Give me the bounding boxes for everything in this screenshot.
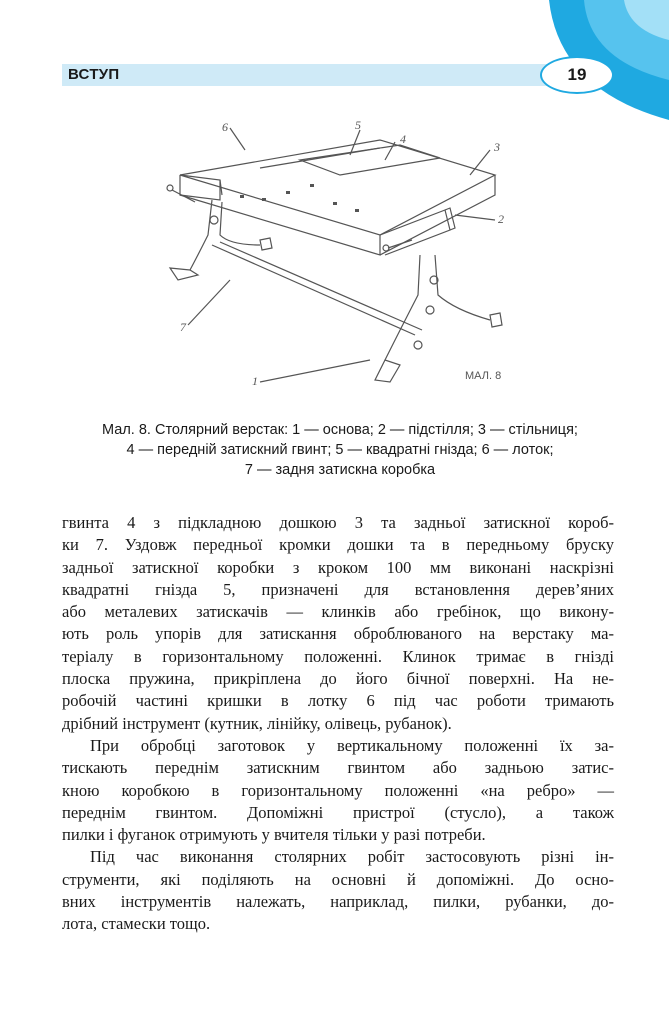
callout-6: 6 bbox=[222, 120, 228, 134]
figure-caption bbox=[60, 420, 620, 480]
text-line: струменти, які поділяють на основні й допоміжні. До осно- bbox=[62, 869, 614, 889]
caption-line: 7 — задня затискна коробка bbox=[244, 462, 436, 478]
text-line: задньої затискної коробки з кроком 100 мм виконані наскрізні bbox=[62, 557, 614, 577]
text-line: дрібний інструмент (кутник, лінійку, олівець, рубанок). bbox=[62, 713, 452, 733]
text-line: кною коробкою в горизонтальному положенні «на ребро» — bbox=[62, 780, 614, 800]
text-line: лота, стамески тощо. bbox=[62, 914, 211, 934]
text-line: теріалу в горизонтальному положенні. Клинок тримає в гнізді bbox=[62, 646, 614, 666]
text-line: ють роль упорів для затискання оброблюваного на верстаку ма- bbox=[62, 624, 614, 644]
callout-2: 2 bbox=[498, 212, 504, 226]
caption-line: Мал. 8. Столярний верстак: 1 — основа; 2 — підстілля; 3 — стільниця; bbox=[102, 422, 578, 438]
caption-line: 4 — передній затискний гвинт; 5 — квадратні гнізда; 6 — лоток; bbox=[126, 442, 554, 458]
text-line: ки 7. Уздовж передньої кромки дошки та в передньому бруску bbox=[62, 535, 614, 555]
callout-5: 5 bbox=[355, 118, 361, 132]
text-line: При обробці заготовок у вертикальному положенні їх за- bbox=[90, 735, 614, 755]
section-title: ВСТУП bbox=[68, 66, 120, 83]
callout-4: 4 bbox=[400, 132, 406, 146]
text-line: Під час виконання столярних робіт застосовують різні ін- bbox=[90, 847, 614, 867]
text-line: гвинта 4 з підкладною дошкою 3 та задньої затискної короб- bbox=[62, 513, 614, 532]
text-line: тискають переднім затискним гвинтом або задньою затис- bbox=[62, 758, 614, 778]
callout-7: 7 bbox=[180, 320, 186, 334]
text-line: робочій частині кришки в лотку 6 під час роботи тримають bbox=[62, 691, 614, 711]
figure-label: МАЛ. 8 bbox=[465, 370, 502, 382]
text-line: переднім гвинтом. Допоміжні пристрої (стусло), а також bbox=[62, 802, 614, 822]
header-band bbox=[62, 64, 566, 86]
text-line: квадратні гнізда 5, призначені для встановлення дерев’яних bbox=[62, 579, 614, 599]
text-line: плоска пружина, прикріплена до його бічної поверхні. На не- bbox=[62, 669, 614, 689]
page-number: 19 bbox=[540, 56, 614, 94]
text-line: або металевих затискачів — клинків або гребінок, що викону- bbox=[62, 602, 614, 622]
callout-3: 3 bbox=[494, 140, 500, 154]
text-line: вних інструментів належать, наприклад, пилки, рубанки, до- bbox=[62, 892, 614, 912]
callout-1: 1 bbox=[252, 374, 258, 388]
text-line: пилки і фуганок отримують у вчителя тільки у разі потреби. bbox=[62, 825, 486, 845]
body-text bbox=[62, 512, 614, 936]
